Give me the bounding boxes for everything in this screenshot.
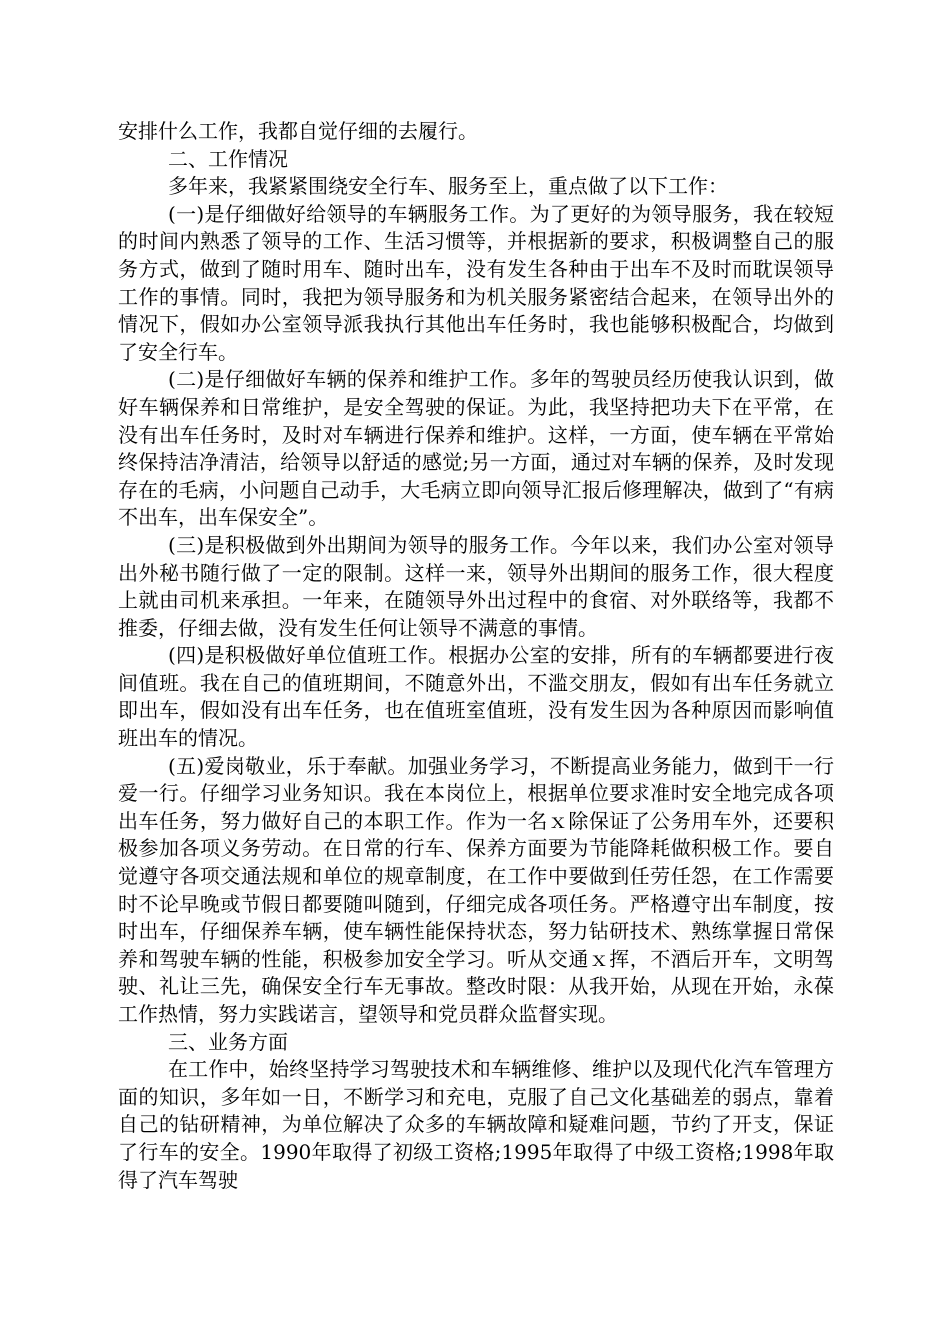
- paragraph-item-2: (二)是仔细做好车辆的保养和维护工作。多年的驾驶员经历使我认识到，做好车辆保养和日常维护，是安全驾驶的保证。为此，我坚持把功夫下在平常，在没有出车任务时，及时对车辆进行保养和维护。这样，一方面，使车辆在平常始终保持洁净清洁，给领导以舒适的感觉;另一方面，通过对车辆的保养，及时发现存在的毛病，小问题自己动手，大毛病立即向领导汇报后修理解决，做到了“有病不出车，出车保安全”。: [118, 367, 834, 530]
- document-body: [118, 118, 834, 1194]
- paragraph-intro: 多年来，我紧紧围绕安全行车、服务至上，重点做了以下工作：: [168, 174, 728, 199]
- section-heading-work-status: 二、工作情况: [168, 146, 288, 171]
- paragraph-item-3: (三)是积极做到外出期间为领导的服务工作。今年以来，我们办公室对领导出外秘书随行做了一定的限制。这样一来，领导外出期间的服务工作，很大程度上就由司机来承担。一年来，在随领导外出过程中的食宿、对外联络等，我都不推委，仔细去做，没有发生任何让领导不满意的事情。: [118, 532, 834, 640]
- paragraph-item-4: (四)是积极做好单位值班工作。根据办公室的安排，所有的车辆都要进行夜间值班。我在自己的值班期间，不随意外出，不滥交朋友，假如有出车任务就立即出车，假如没有出车任务，也在值班室值班，没有发生因为各种原因而影响值班出车的情况。: [118, 643, 834, 751]
- paragraph-business: 在工作中，始终坚持学习驾驶技术和车辆维修、维护以及现代化汽车管理方面的知识，多年如一日，不断学习和充电，克服了自己文化基础差的弱点，靠着自己的钻研精神，为单位解决了众多的车辆故障和疑难问题，节约了开支，保证了行车的安全。1990年取得了初级工资格;1995年取得了中级工资格;1998年取得了汽车驾驶: [118, 1057, 834, 1192]
- paragraph-item-1: (一)是仔细做好给领导的车辆服务工作。为了更好的为领导服务，我在较短的时间内熟悉了领导的工作、生活习惯等，并根据新的要求，积极调整自己的服务方式，做到了随时用车、随时出车，没有发生各种由于出车不及时而耽误领导工作的事情。同时，我把为领导服务和为机关服务紧密结合起来，在领导出外的情况下，假如办公室领导派我执行其他出车任务时，我也能够积极配合，均做到了安全行车。: [118, 201, 834, 364]
- paragraph-continuation: 安排什么工作，我都自觉仔细的去履行。: [118, 119, 478, 143]
- paragraph-item-5: (五)爱岗敬业，乐于奉献。加强业务学习，不断提高业务能力，做到干一行爱一行。仔细学习业务知识。我在本岗位上，根据单位要求准时安全地完成各项出车任务，努力做好自己的本职工作。作为一名ｘ除保证了公务用车外，还要积极参加各项义务劳动。在日常的行车、保养方面要为节能降耗做积极工作。要自觉遵守各项交通法规和单位的规章制度，在工作中要做到任劳任怨，在工作需要时不论早晚或节假日都要随叫随到，仔细完成各项任务。严格遵守出车制度，按时出车，仔细保养车辆，使车辆性能保持状态，努力钻研技术、熟练掌握日常保养和驾驶车辆的性能，积极参加安全学习。听从交通ｘ挥，不酒后开车，文明驾驶、礼让三先，确保安全行车无事故。整改时限：从我开始，从现在开始，永葆工作热情，努力实践诺言，望领导和党员群众监督实现。: [118, 753, 834, 1026]
- section-heading-business: 三、业务方面: [168, 1029, 288, 1054]
